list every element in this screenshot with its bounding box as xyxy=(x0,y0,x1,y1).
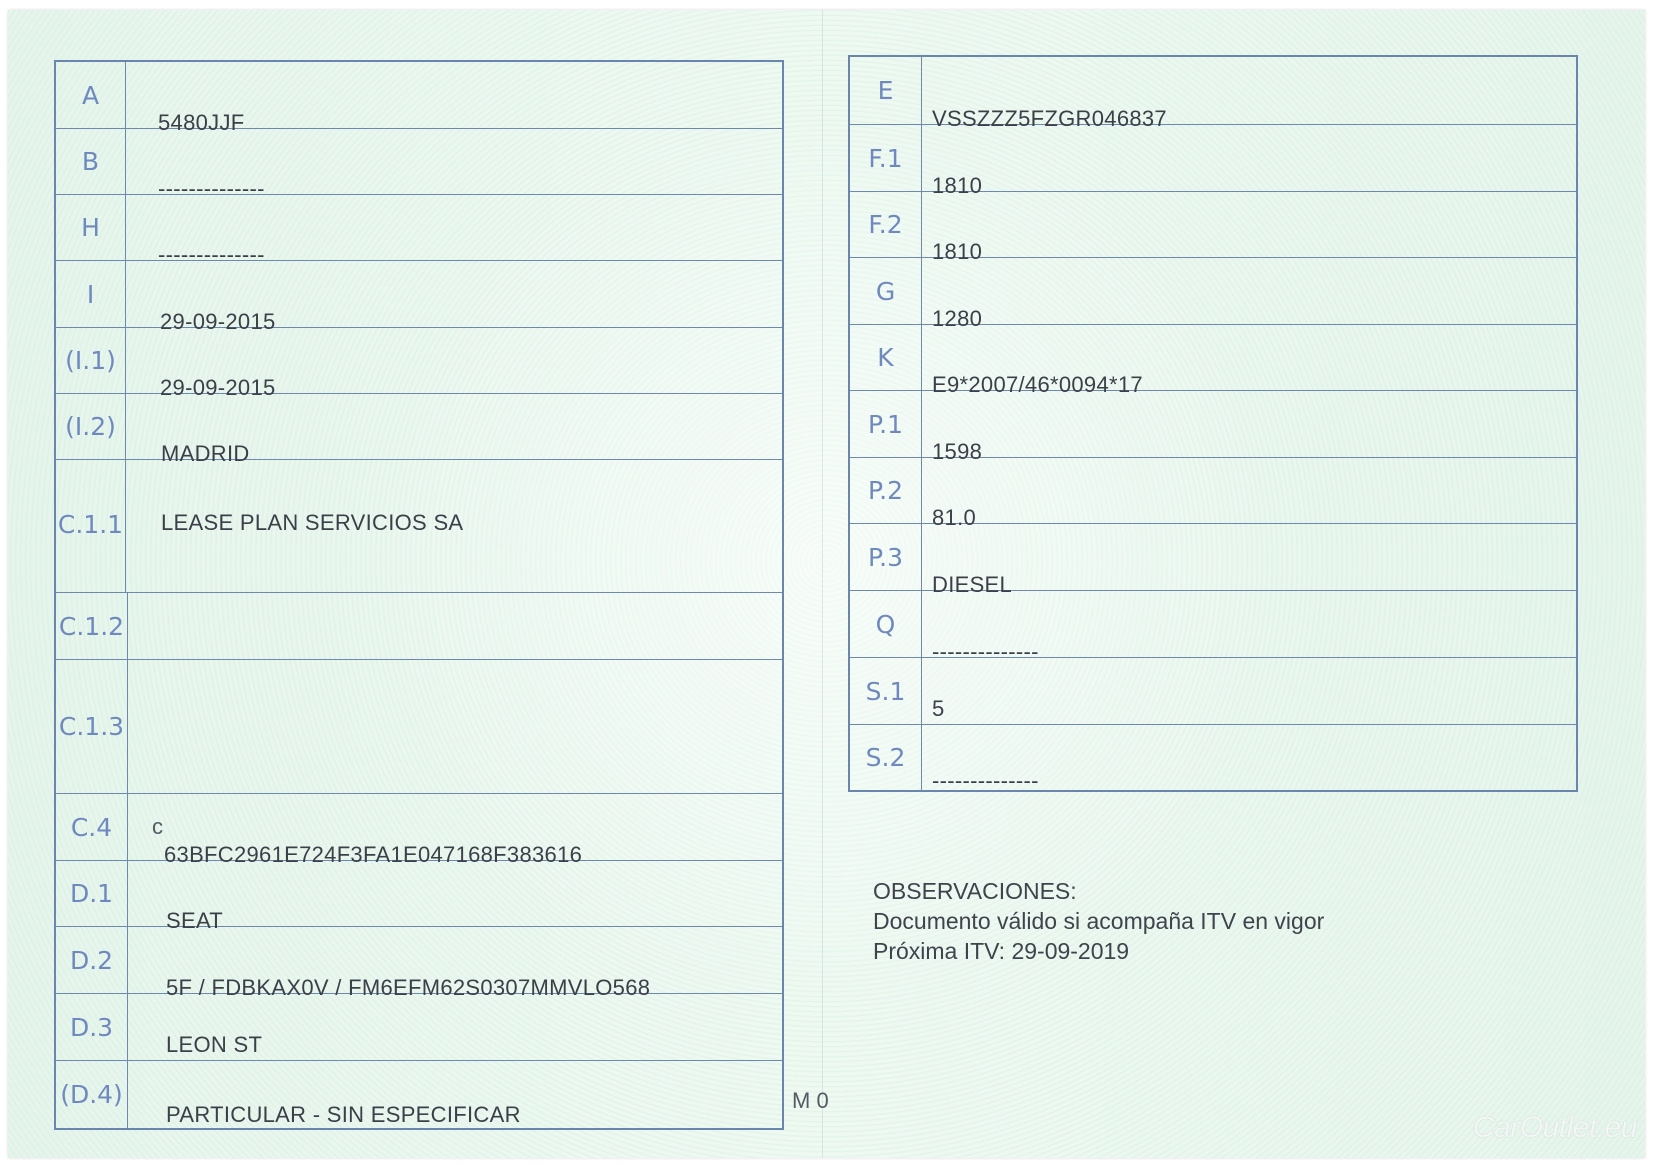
field-row-k xyxy=(850,325,1576,397)
right-fields-table xyxy=(848,55,1578,792)
field-row-q xyxy=(850,591,1576,664)
field-code: H xyxy=(56,195,126,260)
field-value: 1810 xyxy=(932,239,983,264)
field-value: -------------- xyxy=(158,242,265,267)
observations-line-1: Documento válido si acompaña ITV en vigor xyxy=(873,908,1325,934)
field-value: LEASE PLAN SERVICIOS SA xyxy=(161,510,464,535)
field-row-p2 xyxy=(850,458,1576,530)
field-value: 5F / FDBKAX0V / FM6EFM62S0307MMVLO568 xyxy=(166,975,651,1000)
field-value: DIESEL xyxy=(932,572,1013,597)
field-row-d2 xyxy=(56,927,782,1000)
field-row-i xyxy=(56,261,782,334)
field-value: 5 xyxy=(932,696,945,721)
field-row-p1 xyxy=(850,391,1576,464)
left-fields-table xyxy=(54,60,784,1130)
field-row-f1 xyxy=(850,125,1576,198)
field-row-c13 xyxy=(56,660,782,794)
field-code: C.1.2 xyxy=(56,593,128,659)
observations-line-2: Próxima ITV: 29-09-2019 xyxy=(873,938,1130,964)
field-value: 29-09-2015 xyxy=(160,375,276,400)
field-code: S.2 xyxy=(850,725,922,790)
field-value: 1280 xyxy=(932,306,983,331)
mark-label: M 0 xyxy=(792,1088,829,1113)
field-code: I xyxy=(56,261,126,327)
field-row-c11 xyxy=(56,460,782,593)
field-code: C.4 xyxy=(56,794,128,860)
observations-title: OBSERVACIONES: xyxy=(873,878,1077,904)
field-row-c12 xyxy=(56,593,782,660)
field-code: (D.4) xyxy=(56,1061,128,1128)
field-row-f2 xyxy=(850,192,1576,264)
field-code: D.2 xyxy=(56,927,128,993)
field-row-d3 xyxy=(56,994,782,1061)
field-code: D.3 xyxy=(56,994,128,1060)
field-row-s1 xyxy=(850,658,1576,725)
field-row-a xyxy=(56,62,782,135)
field-value: -------------- xyxy=(932,768,1039,793)
field-row-h xyxy=(56,195,782,267)
field-code: E xyxy=(850,57,922,124)
field-code: S.1 xyxy=(850,658,922,724)
field-code: C.1.3 xyxy=(56,660,128,793)
field-code: P.2 xyxy=(850,458,922,523)
field-row-i1 xyxy=(56,328,782,400)
field-row-d4 xyxy=(56,1061,782,1128)
observations-block xyxy=(873,876,1324,966)
field-code: A xyxy=(56,62,126,128)
field-row-b xyxy=(56,129,782,201)
field-value: PARTICULAR - SIN ESPECIFICAR xyxy=(166,1102,521,1127)
field-code: K xyxy=(850,325,922,390)
field-code: F.2 xyxy=(850,192,922,257)
field-value: 1810 xyxy=(932,173,983,198)
field-row-g xyxy=(850,258,1576,331)
field-value: -------------- xyxy=(158,176,265,201)
watermark-logo: CarOutlet.eu xyxy=(1472,1111,1637,1144)
field-value: VSSZZZ5FZGR046837 xyxy=(932,106,1167,131)
field-value: E9*2007/46*0094*17 xyxy=(932,372,1143,397)
field-row-s2 xyxy=(850,725,1576,793)
field-code: C.1.1 xyxy=(56,460,126,592)
field-code: P.3 xyxy=(850,524,922,590)
field-code: (I.2) xyxy=(56,394,126,459)
field-prefix: c xyxy=(152,814,163,839)
field-row-d1 xyxy=(56,861,782,933)
field-value: SEAT xyxy=(166,908,224,933)
field-value: 1598 xyxy=(932,439,983,464)
field-value: LEON ST xyxy=(166,1032,263,1057)
field-row-c4 xyxy=(56,794,782,867)
field-row-e xyxy=(850,57,1576,131)
field-code: D.1 xyxy=(56,861,128,926)
field-row-p3 xyxy=(850,524,1576,597)
field-value: -------------- xyxy=(932,639,1039,664)
field-value: 81.0 xyxy=(932,505,977,530)
field-code: F.1 xyxy=(850,125,922,191)
field-code: P.1 xyxy=(850,391,922,457)
fold-line xyxy=(822,10,823,1158)
field-row-i2 xyxy=(56,394,782,466)
field-code: G xyxy=(850,258,922,324)
field-value: 63BFC2961E724F3FA1E047168F383616 xyxy=(164,842,583,867)
field-value: 29-09-2015 xyxy=(160,309,276,334)
field-value: 5480JJF xyxy=(158,110,245,135)
field-value: MADRID xyxy=(161,441,250,466)
field-code: (I.1) xyxy=(56,328,126,393)
field-code: B xyxy=(56,129,126,194)
field-code: Q xyxy=(850,591,922,657)
